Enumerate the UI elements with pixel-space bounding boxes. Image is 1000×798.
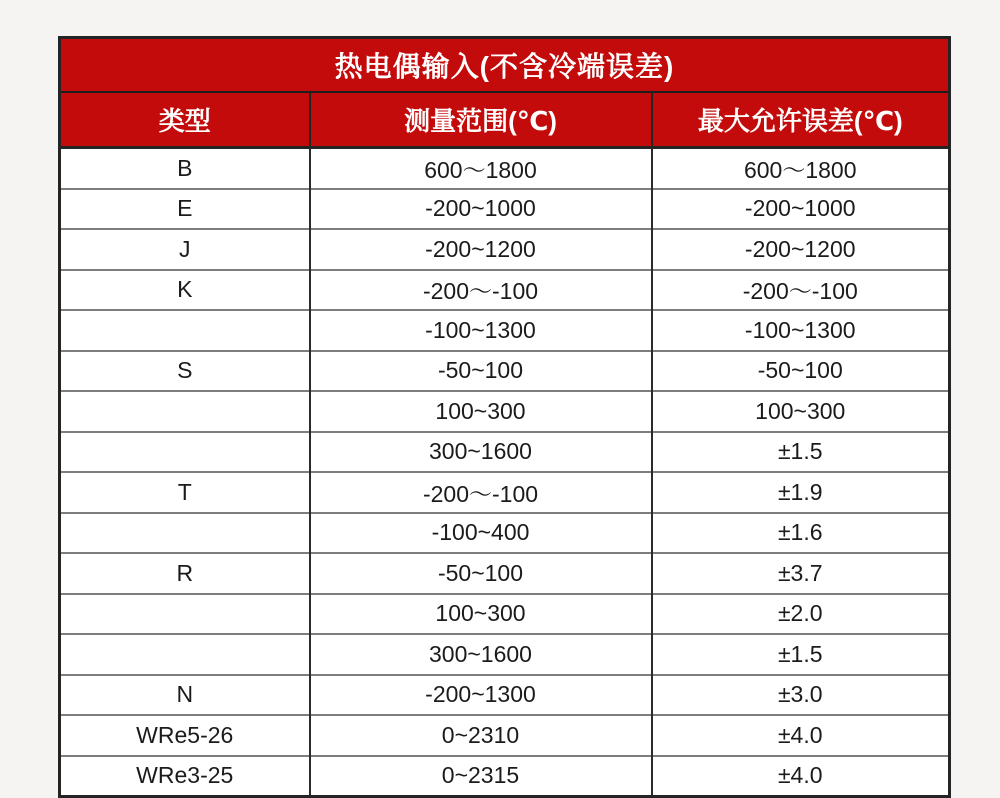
type-cell: WRe5-26 (60, 715, 310, 756)
error-cell: -50~100 (652, 351, 950, 392)
table-row (60, 148, 950, 189)
type-cell (60, 391, 310, 432)
error-cell: ±1.5 (652, 634, 950, 675)
table-row (60, 594, 950, 635)
table-title: 热电偶输入(不含冷端误差) (60, 38, 950, 93)
table-row (60, 270, 950, 311)
error-cell: ±4.0 (652, 715, 950, 756)
column-header-range: 测量范围(℃) (310, 92, 652, 148)
error-cell: ±1.5 (652, 432, 950, 473)
range-cell: 0~2315 (310, 756, 652, 797)
type-cell (60, 634, 310, 675)
table-row (60, 229, 950, 270)
range-cell: -200～-100 (310, 472, 652, 513)
error-cell: ±4.0 (652, 756, 950, 797)
error-cell: ±1.9 (652, 472, 950, 513)
column-header-type: 类型 (60, 92, 310, 148)
table-row (60, 472, 950, 513)
type-cell (60, 432, 310, 473)
table-row (60, 513, 950, 554)
column-header-row (60, 92, 950, 148)
title-row (60, 38, 950, 93)
error-cell: ±2.0 (652, 594, 950, 635)
table-row (60, 715, 950, 756)
error-cell: 100~300 (652, 391, 950, 432)
error-cell: -100~1300 (652, 310, 950, 351)
range-cell: 300~1600 (310, 432, 652, 473)
error-cell: 600～1800 (652, 148, 950, 189)
type-cell (60, 594, 310, 635)
range-cell: 100~300 (310, 594, 652, 635)
range-cell: 0~2310 (310, 715, 652, 756)
table-row (60, 634, 950, 675)
range-cell: -200～-100 (310, 270, 652, 311)
type-cell: B (60, 148, 310, 189)
table-header (60, 38, 950, 148)
table-row (60, 351, 950, 392)
range-cell: 600～1800 (310, 148, 652, 189)
column-header-error: 最大允许误差(℃) (652, 92, 950, 148)
range-cell: 100~300 (310, 391, 652, 432)
type-cell (60, 310, 310, 351)
thermocouple-spec-table (58, 36, 951, 798)
type-cell: E (60, 189, 310, 230)
type-cell: J (60, 229, 310, 270)
range-cell: 300~1600 (310, 634, 652, 675)
error-cell: ±1.6 (652, 513, 950, 554)
table-row (60, 310, 950, 351)
table-row (60, 391, 950, 432)
range-cell: -50~100 (310, 351, 652, 392)
range-cell: -200~1300 (310, 675, 652, 716)
table-row (60, 432, 950, 473)
type-cell (60, 513, 310, 554)
error-cell: -200~1200 (652, 229, 950, 270)
table-row (60, 189, 950, 230)
type-cell: S (60, 351, 310, 392)
table-row (60, 553, 950, 594)
error-cell: -200～-100 (652, 270, 950, 311)
error-cell: ±3.0 (652, 675, 950, 716)
range-cell: -50~100 (310, 553, 652, 594)
type-cell: T (60, 472, 310, 513)
error-cell: ±3.7 (652, 553, 950, 594)
range-cell: -200~1200 (310, 229, 652, 270)
type-cell: N (60, 675, 310, 716)
range-cell: -100~400 (310, 513, 652, 554)
table-row (60, 756, 950, 797)
error-cell: -200~1000 (652, 189, 950, 230)
type-cell: K (60, 270, 310, 311)
range-cell: -200~1000 (310, 189, 652, 230)
type-cell: R (60, 553, 310, 594)
table-body (60, 148, 950, 797)
range-cell: -100~1300 (310, 310, 652, 351)
table-row (60, 675, 950, 716)
type-cell: WRe3-25 (60, 756, 310, 797)
